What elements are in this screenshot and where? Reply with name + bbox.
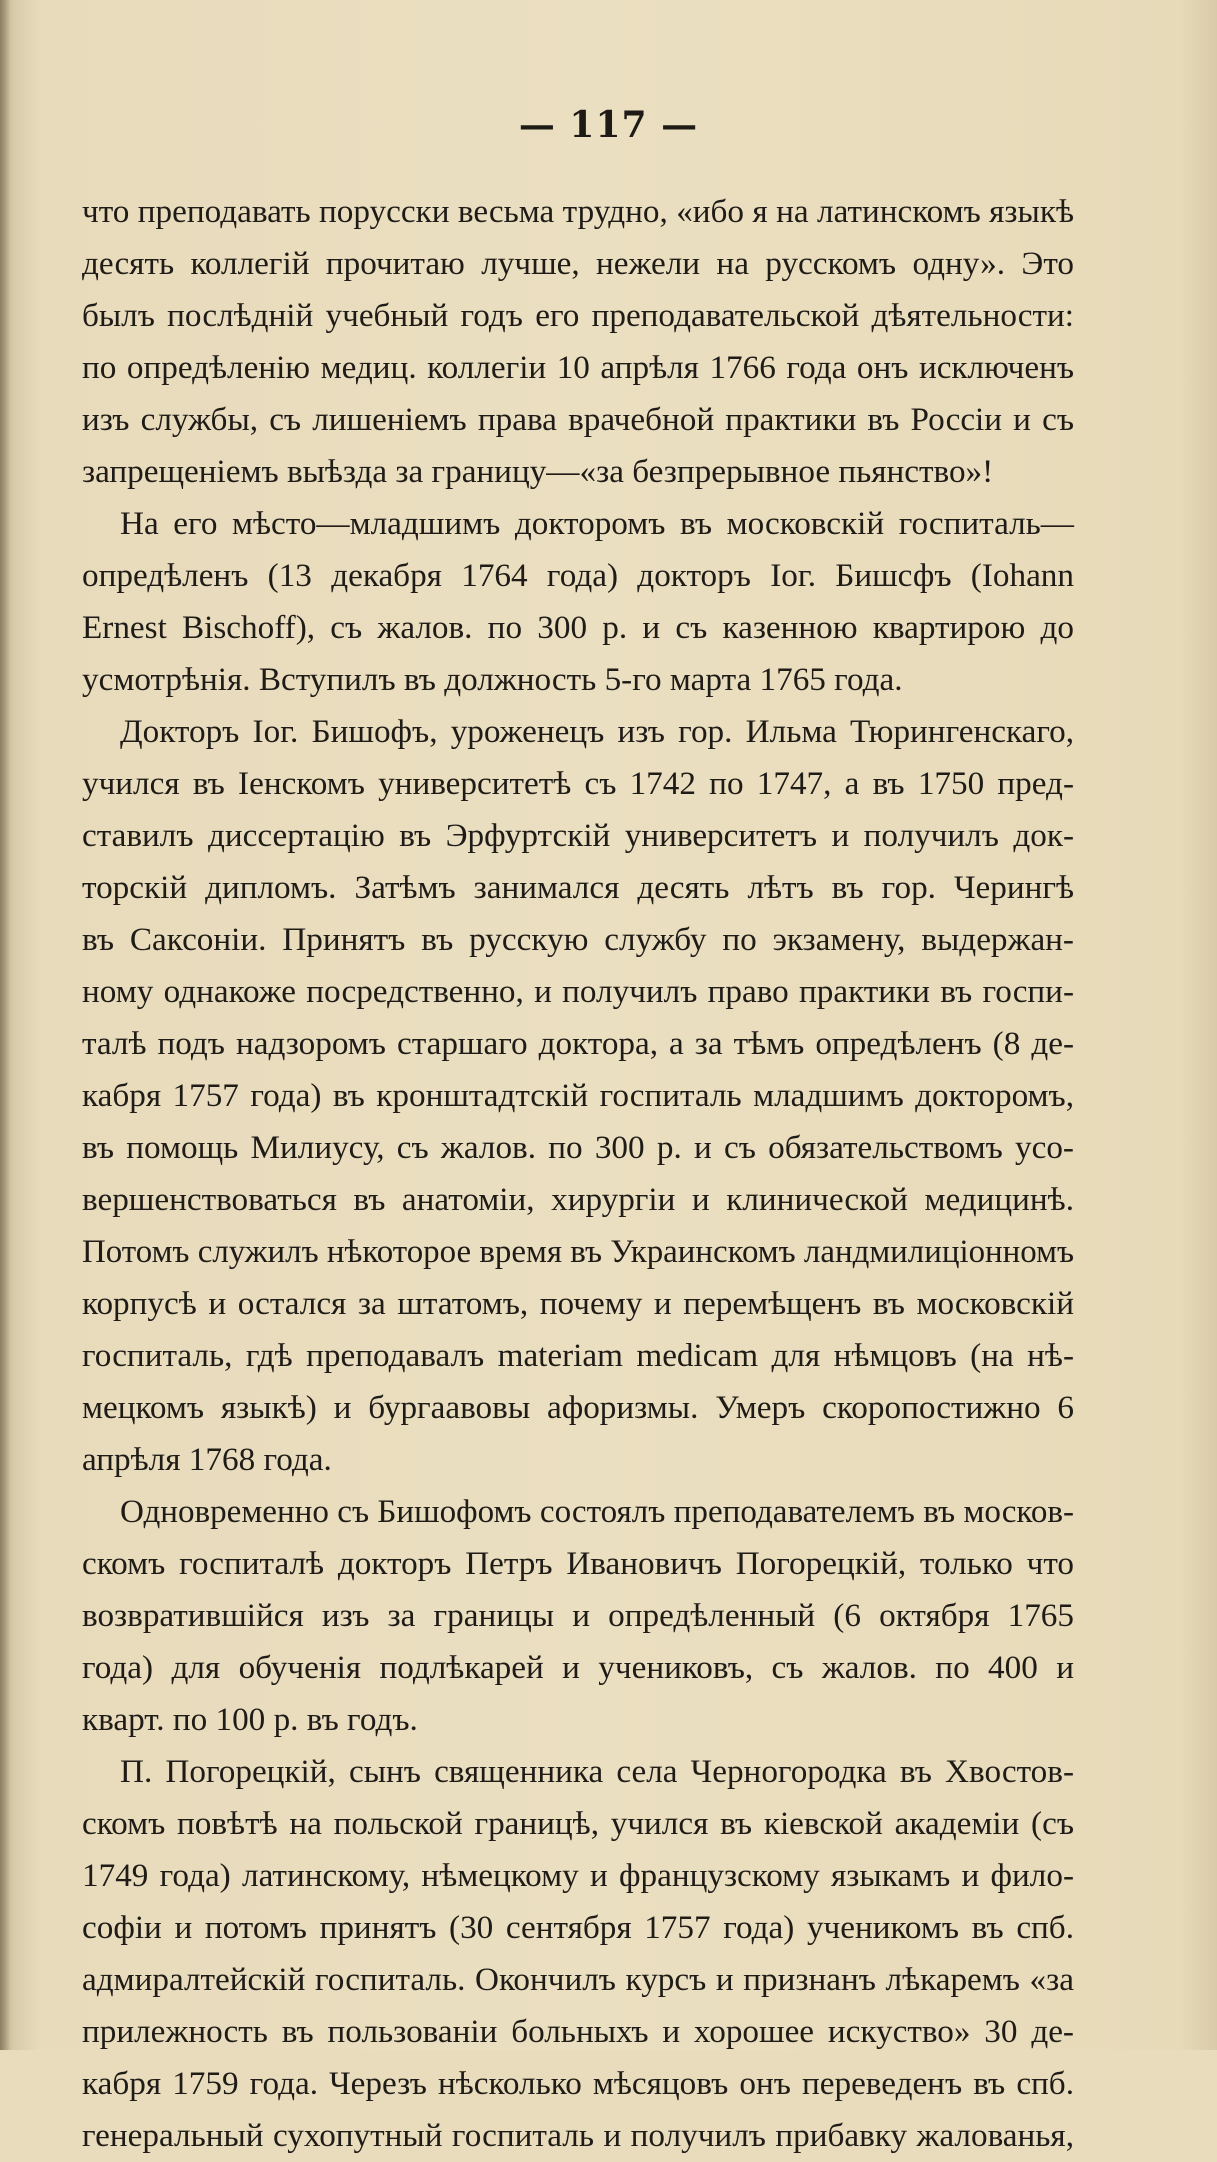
- text-line: кварт. по 100 р. въ годъ.: [82, 1701, 418, 1738]
- text-line: скомъ повѣтѣ на польской границѣ, учился въ кіевской академіи (съ: [82, 1805, 1074, 1842]
- text-line: усмотрѣнія. Вступилъ въ должность 5-го марта 1765 года.: [82, 661, 903, 698]
- text-line: Одновременно съ Бишофомъ состоялъ преподавателемъ въ москов-: [120, 1494, 1074, 1530]
- text-line: запрещеніемъ выѣзда за границу—«за безпрерывное пьянство»!: [82, 453, 994, 490]
- text-line: въ помощь Милиусу, съ жалов. по 300 р. и съ обязательствомъ усо-: [82, 1129, 1074, 1166]
- text-line: Потомъ служилъ нѣкоторое время въ Украинскомъ ландмилиціонномъ: [82, 1234, 1074, 1270]
- text-line: талѣ подъ надзоромъ старшаго доктора, а за тѣмъ опредѣленъ (8 де-: [82, 1025, 1074, 1062]
- text-line: На его мѣсто—младшимъ докторомъ въ московскій госпиталь—: [120, 505, 1074, 542]
- text-line: апрѣля 1768 года.: [82, 1441, 332, 1478]
- text-line: ному однакоже посредственно, и получилъ право практики въ госпи-: [82, 973, 1074, 1010]
- text-line: изъ службы, съ лишеніемъ права врачебной практики въ Россіи и съ: [82, 401, 1074, 438]
- text-line: кабря 1757 года) въ кронштадтскій госпиталь младшимъ докторомъ,: [82, 1077, 1074, 1114]
- text-line: адмиралтейскій госпиталь. Окончилъ курсъ и признанъ лѣкаремъ «за: [82, 1961, 1074, 1998]
- text-line: Докторъ Іог. Бишофъ, уроженецъ изъ гор. Ильма Тюрингенскаго,: [120, 713, 1074, 750]
- text-line: торскій дипломъ. Затѣмъ занимался десять лѣтъ въ гор. Черингѣ: [82, 869, 1074, 906]
- text-line: госпиталь, гдѣ преподавалъ materiam medicam для нѣмцовъ (на нѣ-: [82, 1337, 1074, 1374]
- text-line: года) для обученія подлѣкарей и учениковъ, съ жалов. по 400 и: [82, 1649, 1074, 1686]
- text-line: кабря 1759 года. Черезъ нѣсколько мѣсяцовъ онъ переведенъ въ спб.: [82, 2065, 1074, 2102]
- text-line: въ Саксоніи. Принятъ въ русскую службу по экзамену, выдержан-: [82, 921, 1074, 958]
- page-spine-shadow: [0, 0, 10, 2050]
- text-line: скомъ госпиталѣ докторъ Петръ Ивановичъ Погорецкій, только что: [82, 1545, 1074, 1582]
- text-line: десять коллегій прочитаю лучше, нежели на русскомъ одну». Это: [82, 245, 1074, 282]
- text-line: по опредѣленію медиц. коллегіи 10 апрѣля 1766 года онъ исключенъ: [82, 349, 1074, 386]
- text-line: вершенствоваться въ анатоміи, хирургіи и клинической медицинѣ.: [82, 1181, 1074, 1218]
- text-line: что преподавать порусски весьма трудно, «ибо я на латинскомъ языкѣ: [82, 193, 1074, 230]
- text-line: прилежность въ пользованіи больныхъ и хорошее искуство» 30 де-: [82, 2013, 1074, 2050]
- text-line: корпусѣ и остался за штатомъ, почему и перемѣщенъ въ московскій: [82, 1285, 1074, 1322]
- text-line: софіи и потомъ принятъ (30 сентября 1757 года) ученикомъ въ спб.: [82, 1909, 1074, 1946]
- text-line: Ernest Bischoff), съ жалов. по 300 р. и съ казенною квартирою до: [82, 609, 1074, 646]
- body-text: [82, 186, 1074, 2162]
- text-line: ставилъ диссертацію въ Эрфуртскій университетъ и получилъ док-: [82, 817, 1074, 854]
- text-line: генеральный сухопутный госпиталь и получилъ прибавку жалованья,: [82, 2117, 1074, 2154]
- text-line: 1749 года) латинскому, нѣмецкому и французскому языкамъ и фило-: [82, 1857, 1074, 1894]
- text-line: былъ послѣдній учебный годъ его преподавательской дѣятельности:: [82, 297, 1074, 334]
- text-line: П. Погорецкій, сынъ священника села Черногородка въ Хвостов-: [120, 1753, 1074, 1790]
- text-line: мецкомъ языкѣ) и бургаавовы афоризмы. Умеръ скоропостижно 6: [82, 1389, 1074, 1426]
- text-line: возвратившійся изъ за границы и опредѣленный (6 октября 1765: [82, 1597, 1074, 1634]
- text-line: учился въ Іенскомъ университетѣ съ 1742 по 1747, а въ 1750 пред-: [82, 765, 1074, 802]
- page-number: — 117 —: [518, 104, 699, 146]
- text-line: опредѣленъ (13 декабря 1764 года) докторъ Іог. Бишсфъ (Iohann: [82, 557, 1074, 594]
